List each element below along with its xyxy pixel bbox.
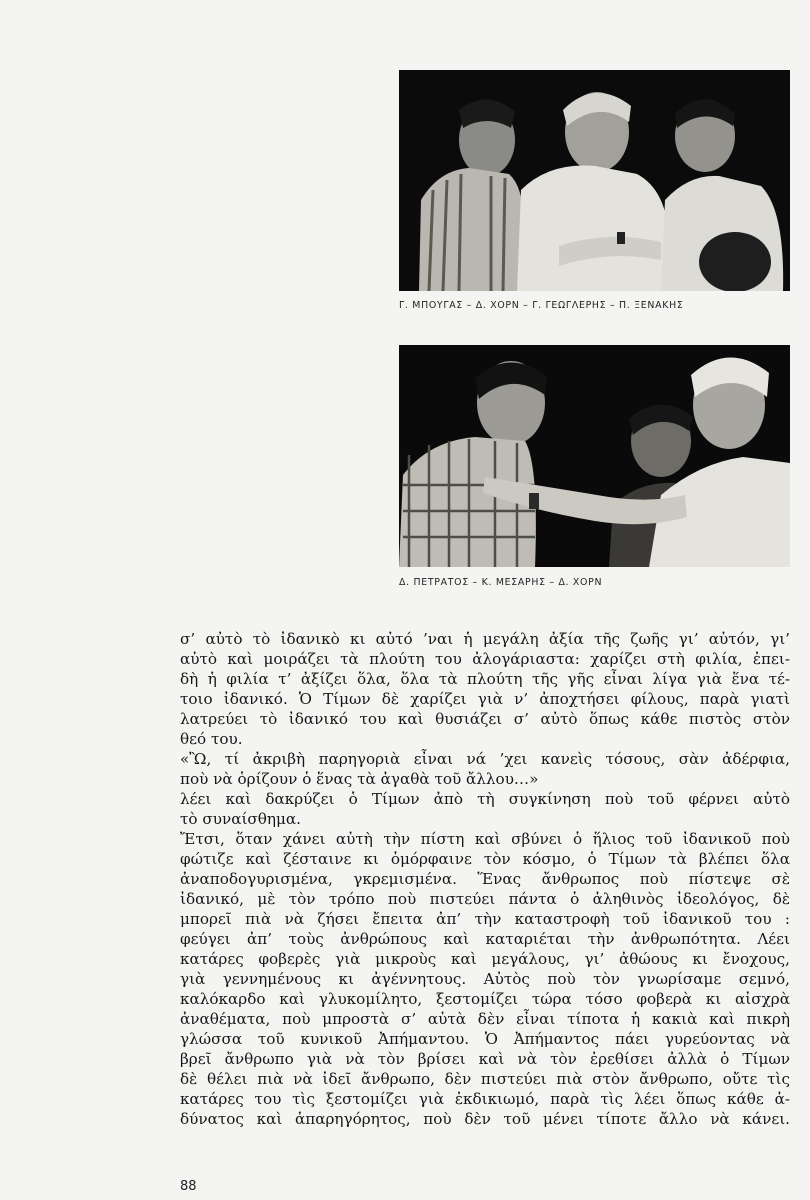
page-number: 88 — [180, 1179, 197, 1194]
text-line: κατάρες του τὶς ξεστομίζει γιὰ ἐκδικιωμό, παρὰ τὶς λέει ὅπως κάθε ἀ- — [180, 1090, 790, 1108]
photo-actors-1 — [399, 70, 790, 291]
text-line: τοιο ἰδανικό. Ὁ Τίμων δὲ χαρίζει γιὰ ν’ ἀποχτήσει φίλους, παρὰ γιατὶ — [180, 690, 790, 708]
photo-caption-2: Δ. ΠΕΤΡΑΤΟΣ – Κ. ΜΕΣΑΡΗΣ – Δ. ΧΟΡΝ — [399, 577, 603, 588]
text-line: βρεῖ ἄνθρωπο γιὰ νὰ τὸν βρίσει καὶ νὰ τὸν ἐρεθίσει ἀλλὰ ὁ Τίμων — [180, 1050, 790, 1068]
photo-actors-2-image — [399, 345, 790, 567]
text-line: αὐτὸ καὶ μοιράζει τὰ πλούτη του ἀλογάριαστα: χαρίζει στὴ φιλία, ἐπει- — [180, 650, 790, 668]
text-line: λέει καὶ δακρύζει ὁ Τίμων ἀπὸ τὴ συγκίνηση ποὺ τοῦ φέρνει αὐτὸ — [180, 790, 790, 808]
photo-caption-1: Γ. ΜΠΟΥΓΑΣ – Δ. ΧΟΡΝ – Γ. ΓΕΩΓΛΕΡΗΣ – Π. ΞΕΝΑΚΗΣ — [399, 300, 684, 311]
text-line: θεό του. — [180, 730, 243, 748]
text-line: φώτιζε καὶ ζέσταινε κι ὀμόρφαινε τὸν κόσμο, ὁ Τίμων τὰ βλέπει ὅλα — [180, 850, 790, 868]
text-line: «Ὢ, τί ἀκριβὴ παρηγοριὰ εἶναι νά ’χει κανεὶς τόσους, σὰν ἀδέρφια, — [180, 750, 790, 768]
text-line: καλόκαρδο καὶ γλυκομίλητο, ξεστομίζει τώρα τόσο φοβερὰ κι αἰσχρὰ — [180, 990, 790, 1008]
photo-actors-1-image — [399, 70, 790, 291]
text-line: φεύγει ἀπ’ τοὺς ἀνθρώπους καὶ καταριέται τὴν ἀνθρωπότητα. Λέει — [180, 930, 790, 948]
text-line: ποὺ νὰ ὁρίζουν ὁ ἕνας τὰ ἀγαθὰ τοῦ ἄλλου…» — [180, 770, 539, 788]
text-line: λατρεύει τὸ ἰδανικό του καὶ θυσιάζει σ’ αὐτὸ ὅπως κάθε πιστὸς στὸν — [180, 710, 790, 728]
text-line: κατάρες φοβερὲς γιὰ μικροὺς καὶ μεγάλους, γι’ ἀθώους κι ἔνοχους, — [180, 950, 790, 968]
text-line: δὴ ἡ φιλία τ’ ἀξίζει ὅλα, ὅλα τὰ πλούτη τῆς γῆς εἶναι λίγα γιὰ ἕνα τέ- — [180, 670, 790, 688]
text-line: τὸ συναίσθημα. — [180, 810, 301, 828]
text-line: ἰδανικό, μὲ τὸν τρόπο ποὺ πιστεύει πάντα ὁ ἀληθινὸς ἰδεολόγος, δὲ — [180, 890, 790, 908]
photo-actors-2 — [399, 345, 790, 567]
text-line: γλώσσα τοῦ κυνικοῦ Ἀπήμαντου. Ὁ Ἀπήμαντος πάει γυρεύοντας νὰ — [180, 1030, 790, 1048]
text-line: Ἔτσι, ὅταν χάνει αὐτὴ τὴν πίστη καὶ σβύνει ὁ ἥλιος τοῦ ἰδανικοῦ ποὺ — [180, 830, 790, 848]
text-line: μπορεῖ πιὰ νὰ ζήσει ἔπειτα ἀπ’ τὴν καταστροφὴ τοῦ ἰδανικοῦ του : — [180, 910, 790, 928]
text-line: ἀναποδογυρισμένα, γκρεμισμένα. Ἕνας ἄνθρωπος ποὺ πίστεψε σὲ — [180, 870, 790, 888]
text-line: γιὰ γεννημένους κι ἀγέννητους. Αὐτὸς ποὺ τὸν γνωρίσαμε σεμνό, — [180, 970, 790, 988]
body-text — [180, 629, 790, 1129]
text-line: δὲ θέλει πιὰ νὰ ἰδεῖ ἄνθρωπο, δὲν πιστεύει πιὰ στὸν ἄνθρωπο, οὔτε τὶς — [180, 1070, 790, 1088]
text-line: ἀναθέματα, ποὺ μπροστὰ σ’ αὐτὰ δὲν εἶναι τίποτα ἡ κακιὰ καὶ πικρὴ — [180, 1010, 790, 1028]
text-line: σ’ αὐτὸ τὸ ἰδανικὸ κι αὐτό ’ναι ἡ μεγάλη ἀξία τῆς ζωῆς γι’ αὐτόν, γι’ — [180, 630, 790, 648]
text-line: δύνατος καὶ ἀπαρηγόρητος, ποὺ δὲν τοῦ μένει τίποτε ἄλλο νὰ κάνει. — [180, 1110, 790, 1128]
